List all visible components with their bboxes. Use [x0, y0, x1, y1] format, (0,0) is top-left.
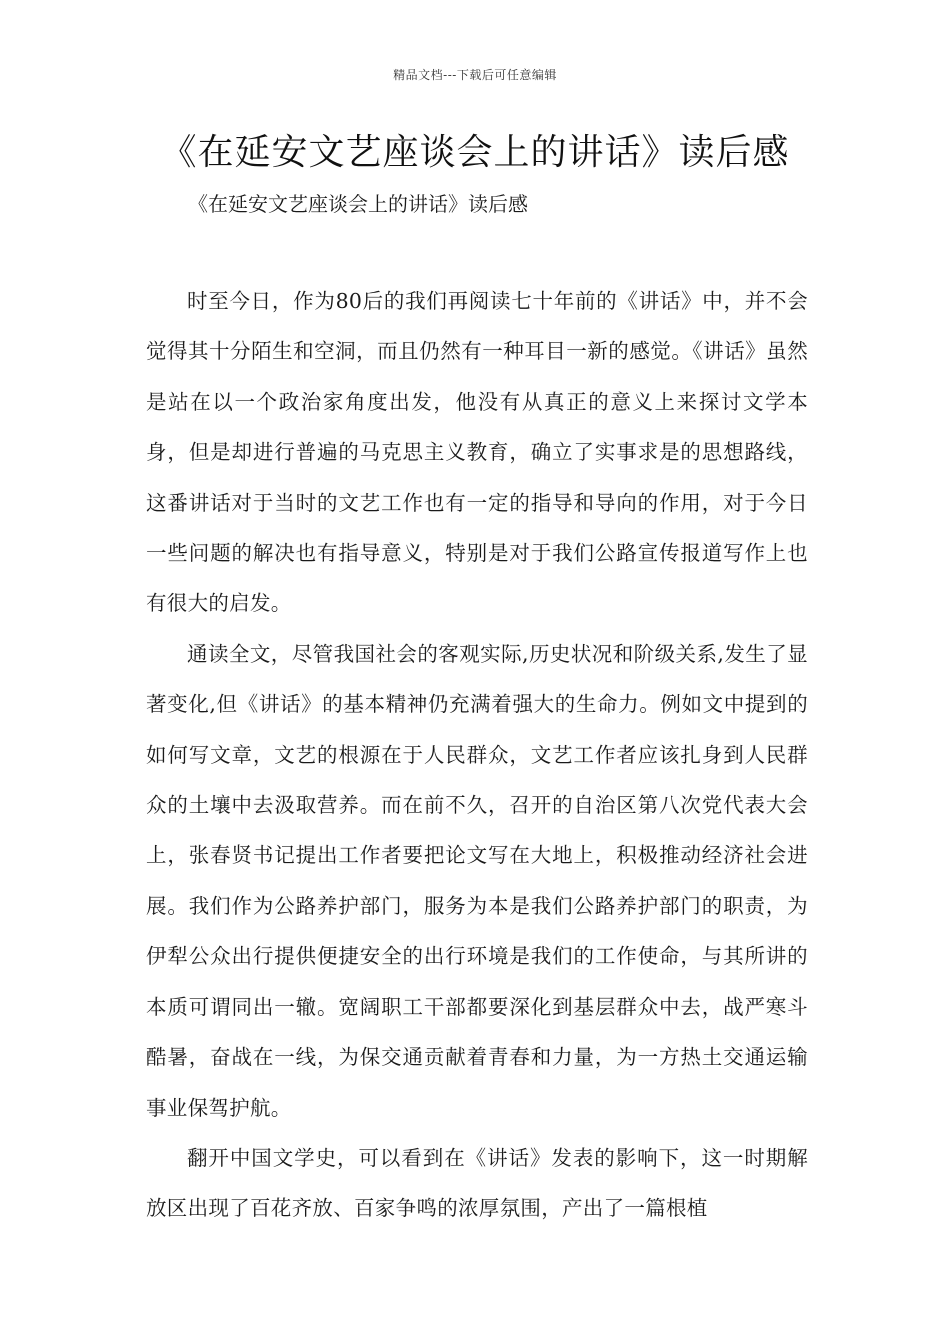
document-subtitle: 《在延安文艺座谈会上的讲话》读后感: [188, 192, 528, 216]
body-paragraph: 翻开中国文学史，可以看到在《讲话》发表的影响下，这一时期解放区出现了百花齐放、百家争鸣的浓厚氛围，产出了一篇根植: [146, 1145, 808, 1221]
header-note: 精品文档---下载后可任意编辑: [393, 68, 557, 82]
body-paragraph: 通读全文，尽管我国社会的客观实际,历史状况和阶级关系,发生了显著变化,但《讲话》的基本精神仍充满着强大的生命力。例如文中提到的如何写文章，文艺的根源在于人民群众，文艺工作者应该扎身到人民群众的土壤中去汲取营养。而在前不久，召开的自治区第八次党代表大会上，张春贤书记提出工作者要把论文写在大地上，积极推动经济社会进展。我们作为公路养护部门，服务为本是我们公路养护部门的职责，为伊犁公众出行提供便捷安全的出行环境是我们的工作使命，与其所讲的本质可谓同出一辙。宽阔职工干部都要深化到基层群众中去，战严寒斗酷暑，奋战在一线，为保交通贡献着青春和力量，为一方热土交通运输事业保驾护航。: [146, 641, 808, 1120]
document-body: [146, 276, 808, 1234]
document-title: 《在延安文艺座谈会上的讲话》读后感: [160, 132, 790, 173]
body-paragraph: 时至今日，作为80后的我们再阅读七十年前的《讲话》中，并不会觉得其十分陌生和空洞，而且仍然有一种耳目一新的感觉。《讲话》虽然是站在以一个政治家角度出发，他没有从真正的意义上来探讨文学本身，但是却进行普遍的马克思主义教育，确立了实事求是的思想路线，这番讲话对于当时的文艺工作也有一定的指导和导向的作用，对于今日一些问题的解决也有指导意义，特别是对于我们公路宣传报道写作上也有很大的启发。: [146, 289, 808, 616]
